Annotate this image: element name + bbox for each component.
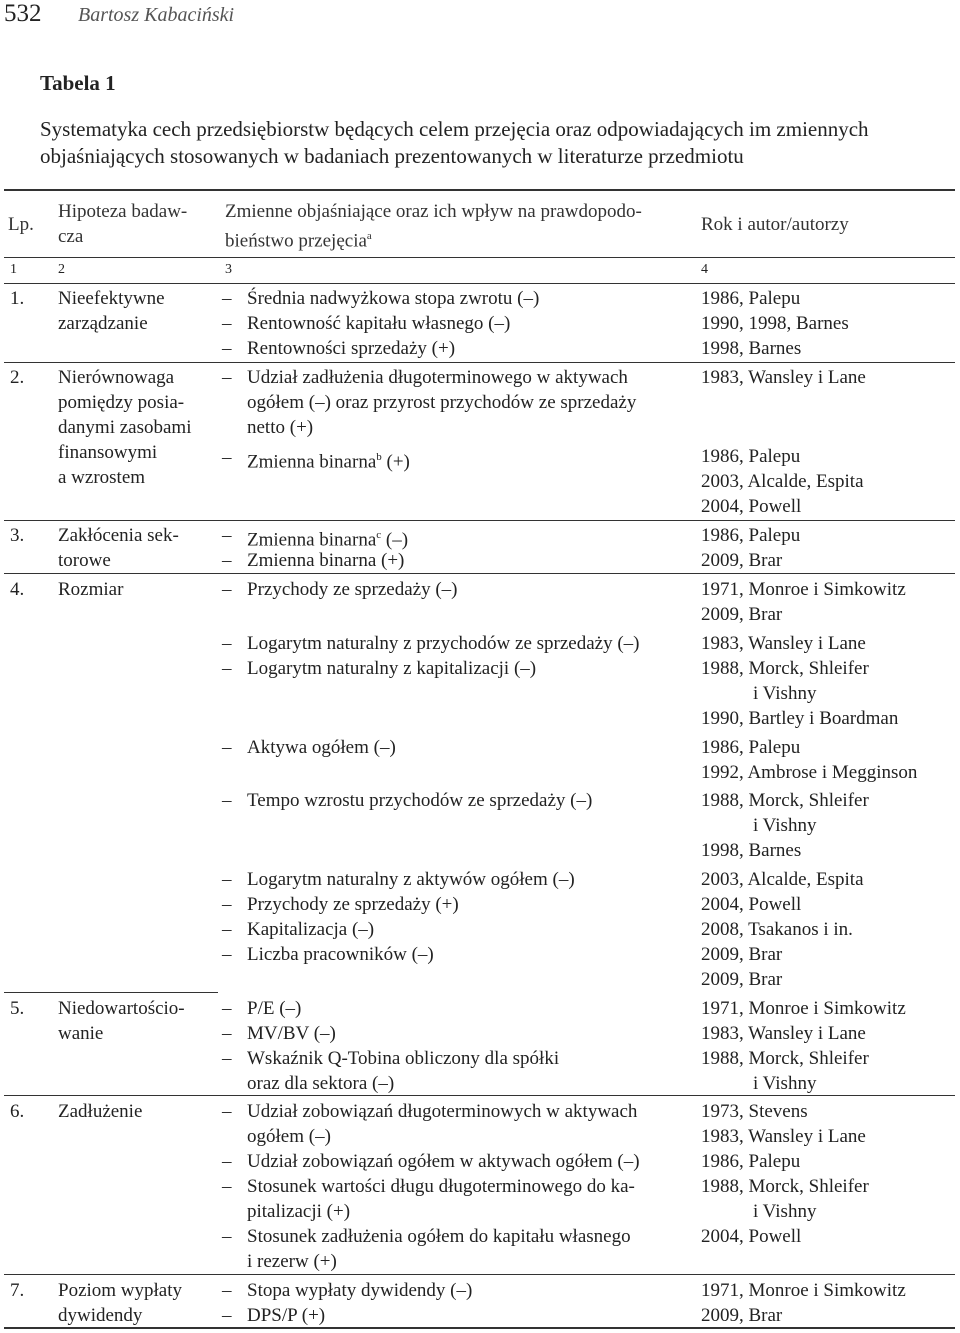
variable-text: Liczba pracowników (–) — [247, 944, 434, 965]
variable-text: Wskaźnik Q-Tobina obliczony dla spółki — [247, 1048, 560, 1069]
row-number: 1. — [10, 288, 25, 309]
variable-line — [247, 735, 396, 760]
row-rule — [4, 573, 955, 574]
column-number-rule — [4, 283, 955, 284]
variable-text: i rezerw (+) — [247, 1251, 337, 1272]
year-author-line: 1971, Monroe i Simkowitz — [701, 998, 906, 1019]
year-author-line: 1983, Wansley i Lane — [701, 367, 866, 388]
row-number: 7. — [10, 1280, 25, 1301]
list-dash: – — [222, 737, 232, 758]
hypothesis-line: Nierównowaga — [58, 367, 175, 388]
year-author-line: 1992, Ambrose i Megginson — [701, 762, 918, 783]
year-author-line: i Vishny — [753, 1073, 817, 1094]
row-rule — [4, 992, 218, 993]
list-dash: – — [222, 894, 232, 915]
variable-text: MV/BV (–) — [247, 1023, 336, 1044]
variable-line — [247, 867, 575, 892]
year-author-line: 1988, Morck, Shleifer — [701, 1176, 869, 1197]
variable-text: Zmienna binarna — [247, 529, 377, 551]
variable-text: Zmienna binarna — [247, 451, 377, 473]
hypothesis-line: danymi zasobami — [58, 417, 192, 438]
year-author-line: 2009, Brar — [701, 1305, 783, 1326]
variable-line — [247, 892, 459, 917]
variable-line — [247, 1224, 631, 1249]
hypothesis-line: Zakłócenia sek- — [58, 525, 179, 546]
table-label: Tabela 1 — [40, 71, 116, 95]
list-dash: – — [222, 919, 232, 940]
variable-line — [247, 942, 434, 967]
running-head-author: Bartosz Kabaciński — [78, 4, 235, 26]
variable-line — [247, 788, 592, 813]
list-dash: – — [222, 1151, 232, 1172]
variable-line — [247, 1199, 350, 1224]
hypothesis-line: Niedowartościo- — [58, 998, 185, 1019]
hypothesis-line: a wzrostem — [58, 467, 146, 488]
header-rule — [4, 257, 955, 258]
year-author-line: 1983, Wansley i Lane — [701, 1126, 866, 1147]
variable-line — [247, 548, 404, 573]
variable-text: Tempo wzrostu przychodów ze sprzedaży (–) — [247, 790, 593, 811]
variable-text: P/E (–) — [247, 998, 302, 1019]
variable-line — [247, 286, 539, 311]
list-dash: – — [222, 525, 232, 546]
list-dash: – — [222, 338, 232, 359]
hypothesis-line: wanie — [58, 1023, 104, 1044]
year-author-line: 2004, Powell — [701, 496, 802, 517]
list-dash: – — [222, 633, 232, 654]
list-dash: – — [222, 869, 232, 890]
year-author-line: 1988, Morck, Shleifer — [701, 658, 869, 679]
variable-text: netto (+) — [247, 417, 314, 438]
header-year-author: Rok i autor/autorzy — [701, 214, 849, 235]
list-dash: – — [222, 367, 232, 388]
header-hypothesis-line: cza — [58, 226, 84, 247]
year-author-line: 1990, 1998, Barnes — [701, 313, 849, 334]
variable-text: Stosunek wartości długu długoterminowego do ka- — [247, 1176, 635, 1197]
column-number: 3 — [225, 262, 232, 277]
row-number: 3. — [10, 525, 25, 546]
year-author-line: 2009, Brar — [701, 604, 783, 625]
year-author-line: i Vishny — [753, 1201, 817, 1222]
list-dash: – — [222, 550, 232, 571]
year-author-line: 1998, Barnes — [701, 840, 802, 861]
row-rule — [4, 520, 955, 521]
row-rule — [4, 362, 955, 363]
year-author-line: 1986, Palepu — [701, 288, 801, 309]
hypothesis-line: dywidendy — [58, 1305, 143, 1326]
variable-line — [247, 445, 410, 474]
variable-line — [247, 1071, 394, 1096]
year-author-line: i Vishny — [753, 815, 817, 836]
variable-text: pitalizacji (+) — [247, 1201, 351, 1222]
year-author-line: 1998, Barnes — [701, 338, 802, 359]
footnote-marker: a — [366, 230, 372, 242]
hypothesis-line: Rozmiar — [58, 579, 124, 600]
variable-line — [247, 336, 455, 361]
list-dash: – — [222, 579, 232, 600]
variable-text: Przychody ze sprzedaży (–) — [247, 579, 458, 600]
list-dash: – — [222, 1101, 232, 1122]
column-number: 4 — [701, 262, 708, 277]
hypothesis-line: pomiędzy posia- — [58, 392, 185, 413]
list-dash: – — [222, 790, 232, 811]
row-number: 2. — [10, 367, 25, 388]
header-variables-line: Zmienne objaśniające oraz ich wpływ na prawdopodo- — [225, 201, 642, 222]
variable-line — [247, 1124, 331, 1149]
variable-text: Aktywa ogółem (–) — [247, 737, 396, 758]
header-hypothesis — [58, 199, 187, 249]
variable-text: Logarytm naturalny z kapitalizacji (–) — [247, 658, 537, 679]
year-author-line: 2003, Alcalde, Espita — [701, 471, 864, 492]
list-dash: – — [222, 313, 232, 334]
header-lp: Lp. — [8, 214, 34, 235]
year-author-line: 1986, Palepu — [701, 1151, 801, 1172]
year-author-line: 2003, Alcalde, Espita — [701, 869, 864, 890]
list-dash: – — [222, 944, 232, 965]
variable-line — [247, 1149, 640, 1174]
variable-text: Udział zadłużenia długoterminowego w aktywach — [247, 367, 628, 388]
table-bottom-rule — [4, 1327, 955, 1329]
variable-text: Rentowności sprzedaży (+) — [247, 338, 456, 359]
hypothesis-line: Zadłużenie — [58, 1101, 143, 1122]
year-author-line: 1990, Bartley i Boardman — [701, 708, 899, 729]
variable-text: Rentowność kapitału własnego (–) — [247, 313, 511, 334]
year-author-line: 2004, Powell — [701, 1226, 802, 1247]
year-author-line: 1983, Wansley i Lane — [701, 1023, 866, 1044]
list-dash: – — [222, 1280, 232, 1301]
variable-line — [247, 415, 313, 440]
variable-effect: (–) — [381, 529, 409, 551]
year-author-line: 2004, Powell — [701, 894, 802, 915]
header-variables-text: bieństwo przejęcia — [225, 230, 367, 252]
variable-line — [247, 996, 301, 1021]
variable-line — [247, 1249, 337, 1274]
variable-line — [247, 1046, 559, 1071]
footnote-marker: b — [376, 451, 382, 463]
variable-effect: (+) — [381, 451, 410, 473]
header-hypothesis-line: Hipoteza badaw- — [58, 201, 188, 222]
row-number: 4. — [10, 579, 25, 600]
year-author-line: 2008, Tsakanos i in. — [701, 919, 853, 940]
year-author-line: 1986, Palepu — [701, 446, 801, 467]
variable-text: Stosunek zadłużenia ogółem do kapitału własnego — [247, 1226, 631, 1247]
hypothesis-line: Poziom wypłaty — [58, 1280, 183, 1301]
year-author-line: 2009, Brar — [701, 969, 783, 990]
list-dash: – — [222, 447, 232, 468]
year-author-line: 2009, Brar — [701, 550, 783, 571]
column-number: 1 — [10, 262, 17, 277]
year-author-line: 1971, Monroe i Simkowitz — [701, 579, 906, 600]
variable-text: oraz dla sektora (–) — [247, 1073, 395, 1094]
variable-line — [247, 917, 374, 942]
variable-line — [247, 390, 636, 415]
list-dash: – — [222, 998, 232, 1019]
header-variables — [225, 199, 642, 253]
variable-line — [247, 1174, 635, 1199]
variable-text: Logarytm naturalny z przychodów ze sprzedaży (–) — [247, 633, 640, 654]
variable-text: Udział zobowiązań ogółem w aktywach ogółem (–) — [247, 1151, 640, 1172]
row-rule — [4, 1274, 955, 1275]
variable-text: ogółem (–) oraz przyrost przychodów ze sprzedaży — [247, 392, 637, 413]
year-author-line: 1988, Morck, Shleifer — [701, 790, 869, 811]
variable-text: Stopa wypłaty dywidendy (–) — [247, 1280, 473, 1301]
year-author-line: 1973, Stevens — [701, 1101, 808, 1122]
list-dash: – — [222, 658, 232, 679]
year-author-line: 1986, Palepu — [701, 525, 801, 546]
year-author-line: 1986, Palepu — [701, 737, 801, 758]
list-dash: – — [222, 1305, 232, 1326]
year-author-line: 1988, Morck, Shleifer — [701, 1048, 869, 1069]
table-caption: Systematyka cech przedsiębiorstw będących celem przejęcia oraz odpowiadających im zmiennych objaśniających stosowanych w badaniach prezentowanych w literaturze przedmiotu — [40, 117, 869, 168]
variable-text: ogółem (–) — [247, 1126, 331, 1147]
variable-line — [247, 656, 536, 681]
variable-line — [247, 577, 457, 602]
row-number: 5. — [10, 998, 25, 1019]
list-dash: – — [222, 1176, 232, 1197]
year-author-line: 1971, Monroe i Simkowitz — [701, 1280, 906, 1301]
table-top-rule — [4, 189, 955, 191]
variable-line — [247, 1021, 336, 1046]
variable-line — [247, 1278, 472, 1303]
variable-line — [247, 631, 640, 656]
footnote-marker: c — [376, 529, 382, 541]
hypothesis-line: Nieefektywne — [58, 288, 165, 309]
variable-line — [247, 1303, 325, 1328]
year-author-line: 2009, Brar — [701, 944, 783, 965]
variable-text: Kapitalizacja (–) — [247, 919, 375, 940]
hypothesis-line: torowe — [58, 550, 111, 571]
year-author-line: i Vishny — [753, 683, 817, 704]
variable-text: Średnia nadwyżkowa stopa zwrotu (–) — [247, 288, 540, 309]
variable-text: Udział zobowiązań długoterminowych w aktywach — [247, 1101, 638, 1122]
variable-text: Przychody ze sprzedaży (+) — [247, 894, 459, 915]
variable-text: DPS/P (+) — [247, 1305, 326, 1326]
variable-line — [247, 1099, 637, 1124]
list-dash: – — [222, 1023, 232, 1044]
list-dash: – — [222, 1048, 232, 1069]
variable-line — [247, 311, 510, 336]
hypothesis-line: finansowymi — [58, 442, 158, 463]
header-variables-line — [225, 224, 642, 253]
hypothesis-line: zarządzanie — [58, 313, 148, 334]
variable-text: Zmienna binarna (+) — [247, 550, 405, 571]
variable-text: Logarytm naturalny z aktywów ogółem (–) — [247, 869, 575, 890]
row-number: 6. — [10, 1101, 25, 1122]
column-number: 2 — [58, 262, 65, 277]
variable-line — [247, 365, 628, 390]
page-number: 532 — [4, 0, 42, 27]
list-dash: – — [222, 1226, 232, 1247]
year-author-line: 1983, Wansley i Lane — [701, 633, 866, 654]
list-dash: – — [222, 288, 232, 309]
